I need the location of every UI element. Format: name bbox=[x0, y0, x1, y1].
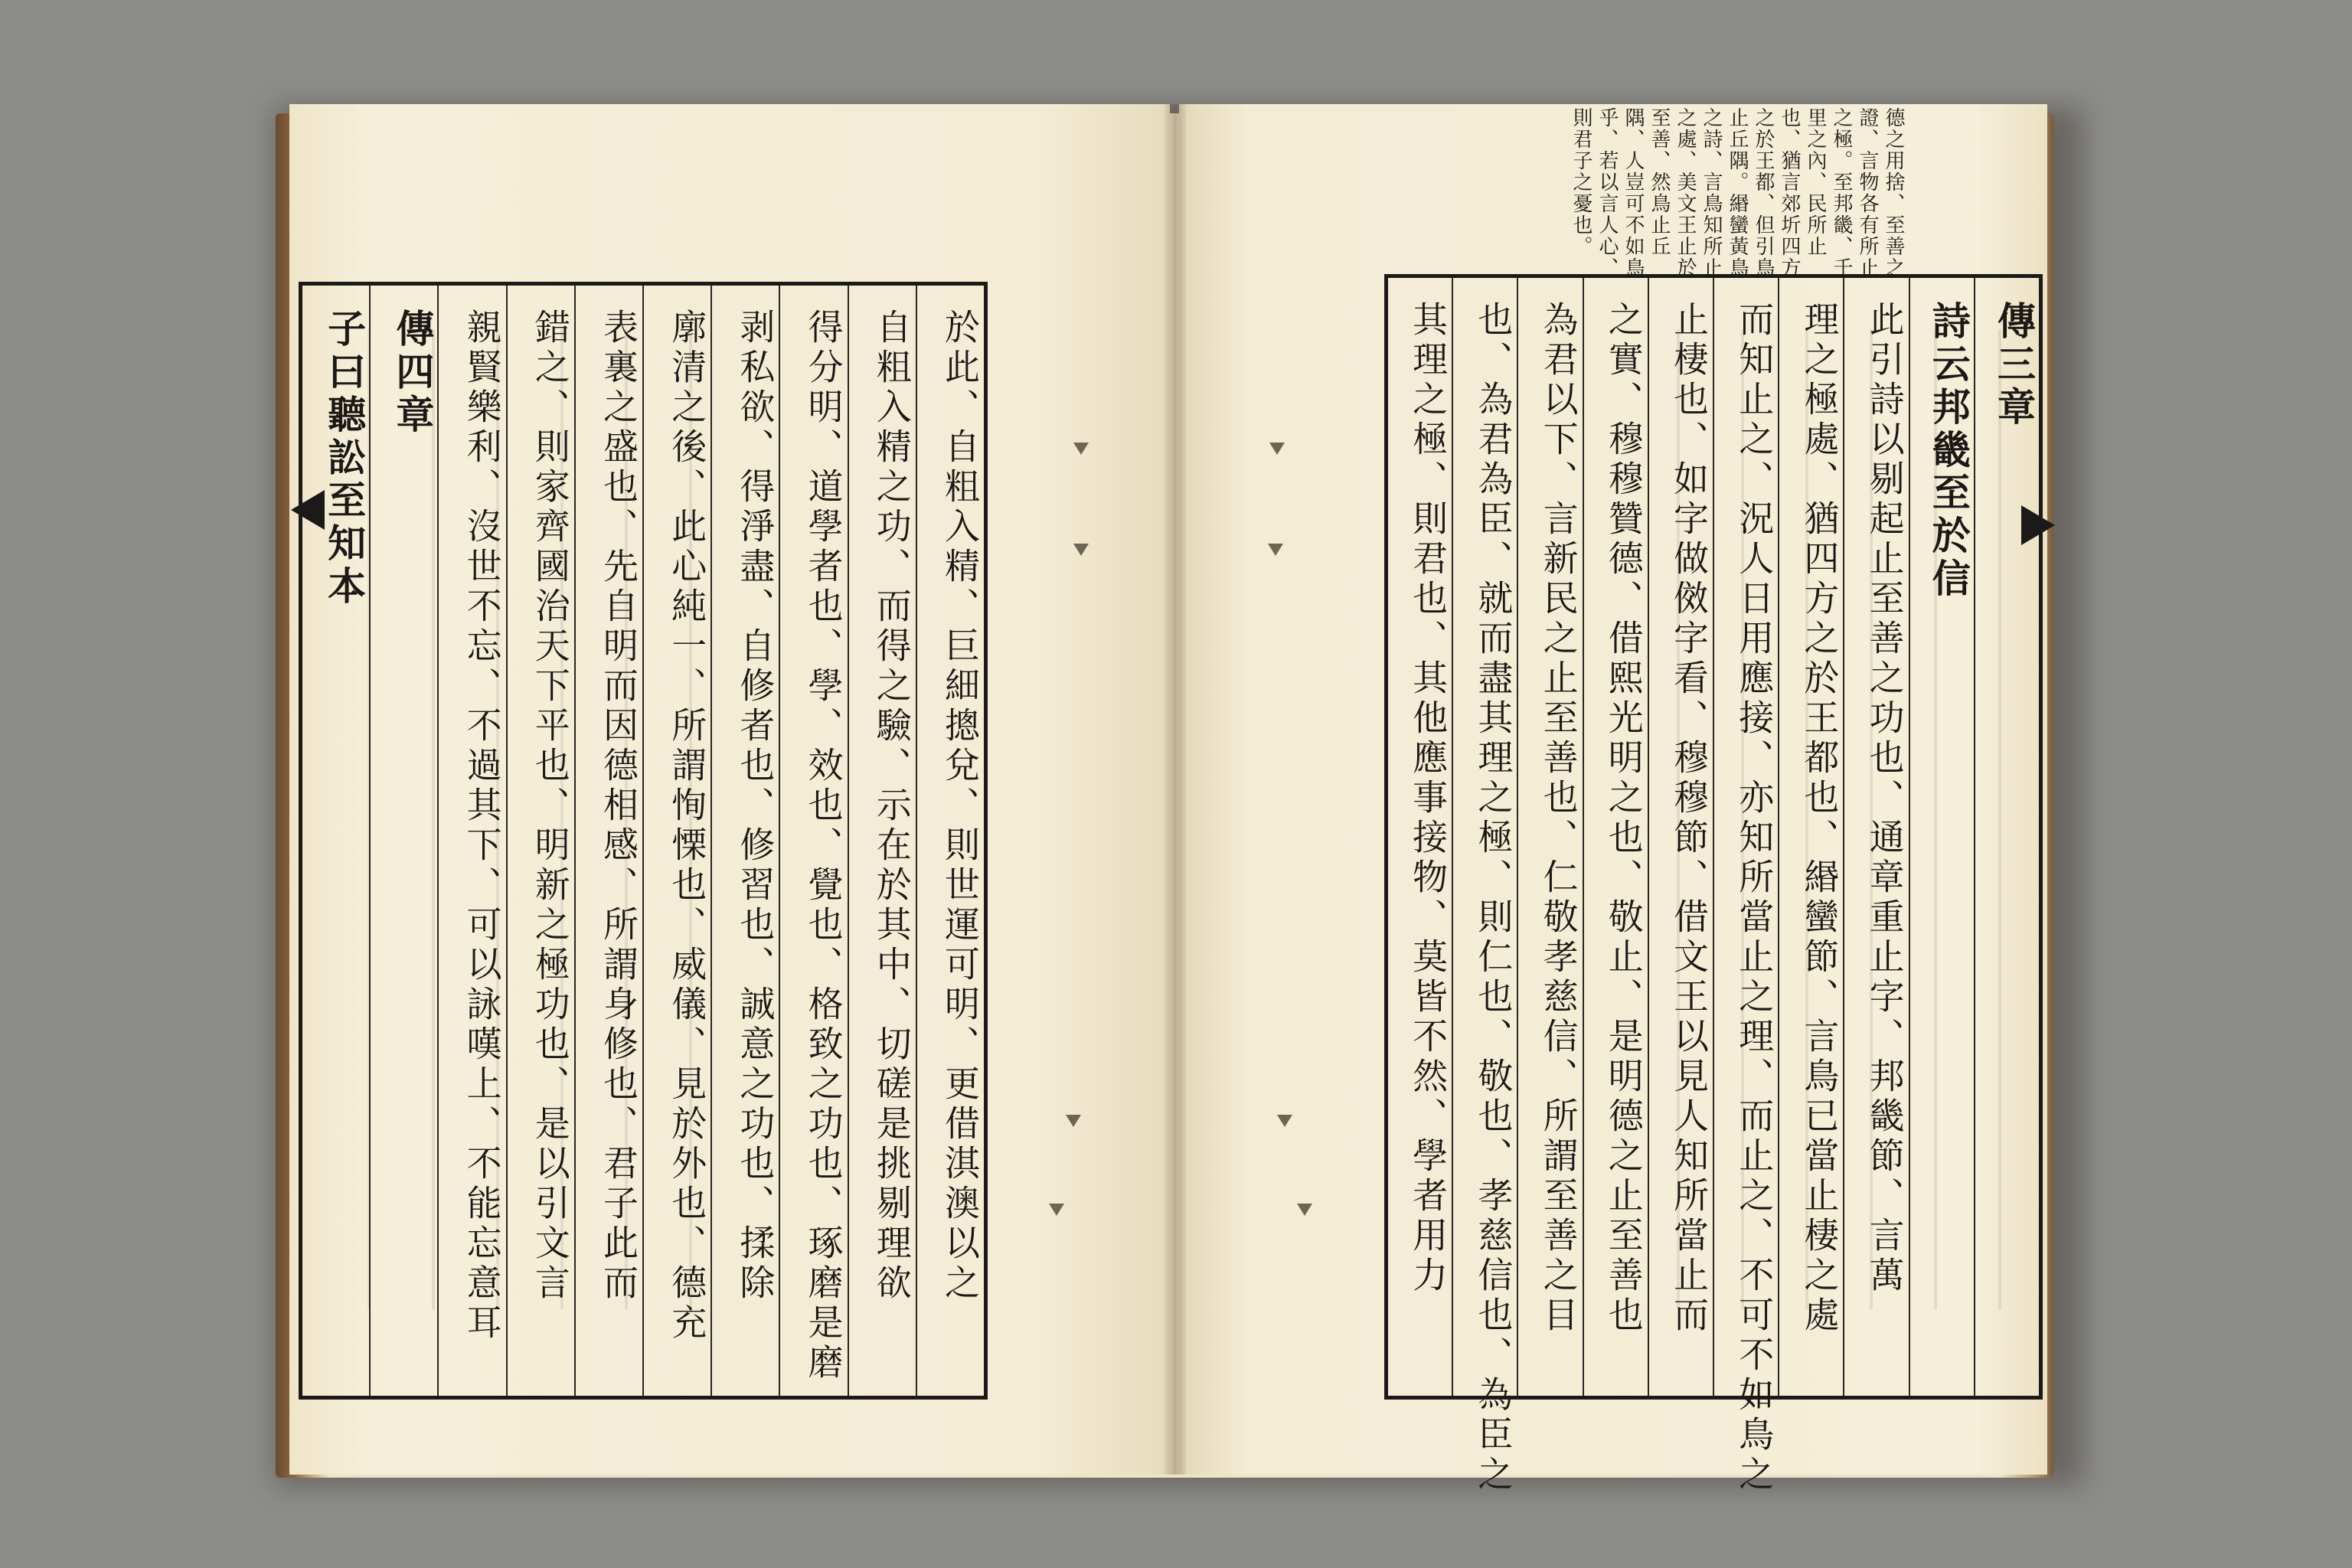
text-column: 此引詩以剔起止至善之功也、通章重止字、邦畿節、言萬 bbox=[1843, 278, 1908, 1396]
text-column: 止棲也、如字做傚字看、穆穆節、借文王以見人知所當止而 bbox=[1648, 278, 1713, 1396]
stitch-hole-icon bbox=[1269, 443, 1285, 455]
stitch-hole-icon bbox=[1268, 544, 1283, 556]
section-heading: 子曰聽訟至知本 bbox=[322, 309, 368, 609]
stitch-hole-icon bbox=[1049, 1204, 1064, 1216]
margin-note: 德之用捨、至善之證、言物各有所止之極。至邦畿、千里之內、民所止也、猶言郊圻四方之於王都、但引鳥止丘隅。緡蠻黃鳥之詩、言鳥知所止之處、美文王止於至善、然鳥止丘隅、人豈可不如鳥乎、若以言人心、則君子之憂也。 bbox=[1570, 107, 1905, 279]
fishtail-mark-icon bbox=[2021, 505, 2055, 545]
text-column: 表裏之盛也、先自明而因德相感、所謂身修也、君子此而 bbox=[574, 286, 642, 1396]
text-column: 而知止之、況人日用應接、亦知所當止之理、而止之、不可不如鳥之 bbox=[1713, 278, 1778, 1396]
stitch-hole-icon bbox=[1277, 1115, 1292, 1127]
text-column: 為君以下、言新民之止至善也、仁敬孝慈信、所謂至善之目 bbox=[1517, 278, 1582, 1396]
left-page-text-frame bbox=[299, 282, 988, 1400]
text-column: 親賢樂利、沒世不忘、不過其下、可以詠嘆上、不能忘意耳 bbox=[437, 286, 505, 1396]
section-heading: 傳四章 bbox=[369, 286, 437, 1396]
section-heading: 傳三章 bbox=[1974, 278, 2039, 1396]
stitch-hole-icon bbox=[1073, 544, 1089, 556]
text-column: 理之極處、猶四方之於王都也、緡蠻節、言鳥已當止棲之處 bbox=[1778, 278, 1843, 1396]
text-column: 其理之極、則君也、其他應事接物、莫皆不然、學者用力 bbox=[1407, 301, 1449, 1296]
text-column: 錯之、則家齊國治天下平也、明新之極功也、是以引文言 bbox=[506, 286, 574, 1396]
text-column: 剥私欲、得淨盡、自修者也、修習也、誠意之功也、揉除 bbox=[710, 286, 779, 1396]
section-heading: 詩云邦畿至於信 bbox=[1909, 278, 1974, 1396]
stitch-hole-icon bbox=[1073, 443, 1089, 455]
stitch-hole-icon bbox=[1297, 1204, 1312, 1216]
text-column: 自粗入精之功、而得之驗、示在於其中、切磋是挑剔理欲 bbox=[848, 286, 916, 1396]
text-column: 廓清之後、此心純一、所謂恂慄也、威儀、見於外也、德充 bbox=[642, 286, 710, 1396]
right-page-text-frame bbox=[1384, 274, 2043, 1495]
text-column: 也、為君為臣、就而盡其理之極、則仁也、敬也、孝慈信也、為臣之 bbox=[1452, 278, 1517, 1396]
book-gutter bbox=[1164, 104, 1187, 1475]
fishtail-mark-icon bbox=[291, 490, 325, 530]
text-column: 於此、自粗入精、巨細摠兌、則世運可明、更借淇澳以之 bbox=[916, 286, 984, 1396]
stitch-hole-icon bbox=[1066, 1115, 1081, 1127]
text-column: 之實、穆穆贊德、借熙光明之也、敬止、是明德之止至善也 bbox=[1583, 278, 1648, 1396]
text-column: 得分明、道學者也、學、效也、覺也、格致之功也、琢磨是磨 bbox=[779, 286, 847, 1396]
